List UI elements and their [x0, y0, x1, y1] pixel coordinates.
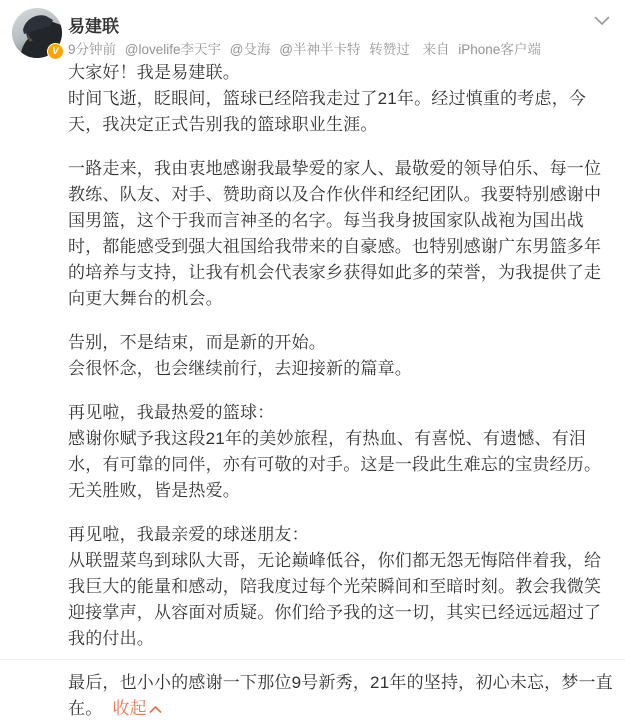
source-prefix: 来自 — [422, 42, 450, 57]
verified-badge-icon: V — [47, 43, 64, 60]
post-text-line: 大家好！我是易建联。 — [68, 63, 240, 82]
post-text-line: 最后，也小小的感谢一下那位9号新秀，21年的坚持，初心未忘，梦一直在。 — [68, 673, 613, 718]
collapse-label: 收起 — [112, 699, 147, 718]
chevron-up-icon — [149, 696, 162, 722]
post-paragraph — [68, 670, 614, 722]
post-paragraph — [68, 400, 614, 504]
collapse-link[interactable] — [112, 699, 161, 718]
mention-link[interactable]: @殳海 — [229, 42, 271, 57]
post-menu-button[interactable] — [589, 8, 615, 34]
post-text-line: 无关胜败，皆是热爱。 — [68, 481, 240, 500]
post-text-line: 告别，不是结束，而是新的开始。 — [68, 333, 326, 352]
post-text-line: 感谢你赋予我这段21年的美妙旅程，有热血、有喜悦、有遗憾、有泪水，有可靠的同伴，亦有可敬的对手。这是一段此生难忘的宝贵经历。 — [68, 429, 602, 474]
post-timestamp: 9分钟前 — [68, 42, 117, 57]
repost-like-note: 转赞过 — [369, 42, 410, 57]
post-text-line: 再见啦，我最热爱的篮球： — [68, 403, 275, 422]
post-paragraph — [68, 522, 614, 652]
post-paragraph — [68, 330, 614, 382]
post-meta — [68, 38, 588, 58]
post-paragraph — [68, 60, 614, 138]
post-text-line: 再见啦，我最亲爱的球迷朋友： — [68, 525, 309, 544]
post-text-line: 时间飞逝，眨眼间，篮球已经陪我走过了21年。经过慎重的考虑，今天，我决定正式告别我的篮球职业生涯。 — [68, 89, 587, 134]
author-name[interactable]: 易建联 — [68, 17, 119, 36]
avatar[interactable] — [12, 8, 62, 58]
post-text-line: 一路走来，我由衷地感谢我最挚爱的家人、最敬爱的领导伯乐、每一位教练、队友、对手、赞助商以及合作伙伴和经纪团队。我要特别感谢中国男篮，这个于我而言神圣的名字。每当我身披国家队战袍为国出战时，都能感受到强大祖国给我带来的自豪感。也特别感谢广东男篮多年的培养与支持，让我有机会代表家乡获得如此多的荣誉，为我提供了走向更大舞台的机会。 — [68, 159, 602, 308]
mention-link[interactable]: @半神半卡特 — [279, 42, 361, 57]
source-link[interactable]: iPhone客户端 — [458, 42, 541, 57]
post-content — [68, 60, 614, 722]
chevron-down-icon — [594, 16, 610, 26]
mention-link[interactable]: @lovelife李天宇 — [124, 42, 222, 57]
post-paragraph — [68, 156, 614, 312]
post-text-line: 从联盟菜鸟到球队大哥，无论巅峰低谷，你们都无怨无悔陪伴着我，给我巨大的能量和感动，陪我度过每个光荣瞬间和至暗时刻。教会我微笑迎接掌声，从容面对质疑。你们给予我的这一切，其实已经远远超过了我的付出。 — [68, 551, 602, 648]
post-text-line: 会很怀念，也会继续前行，去迎接新的篇章。 — [68, 359, 412, 378]
